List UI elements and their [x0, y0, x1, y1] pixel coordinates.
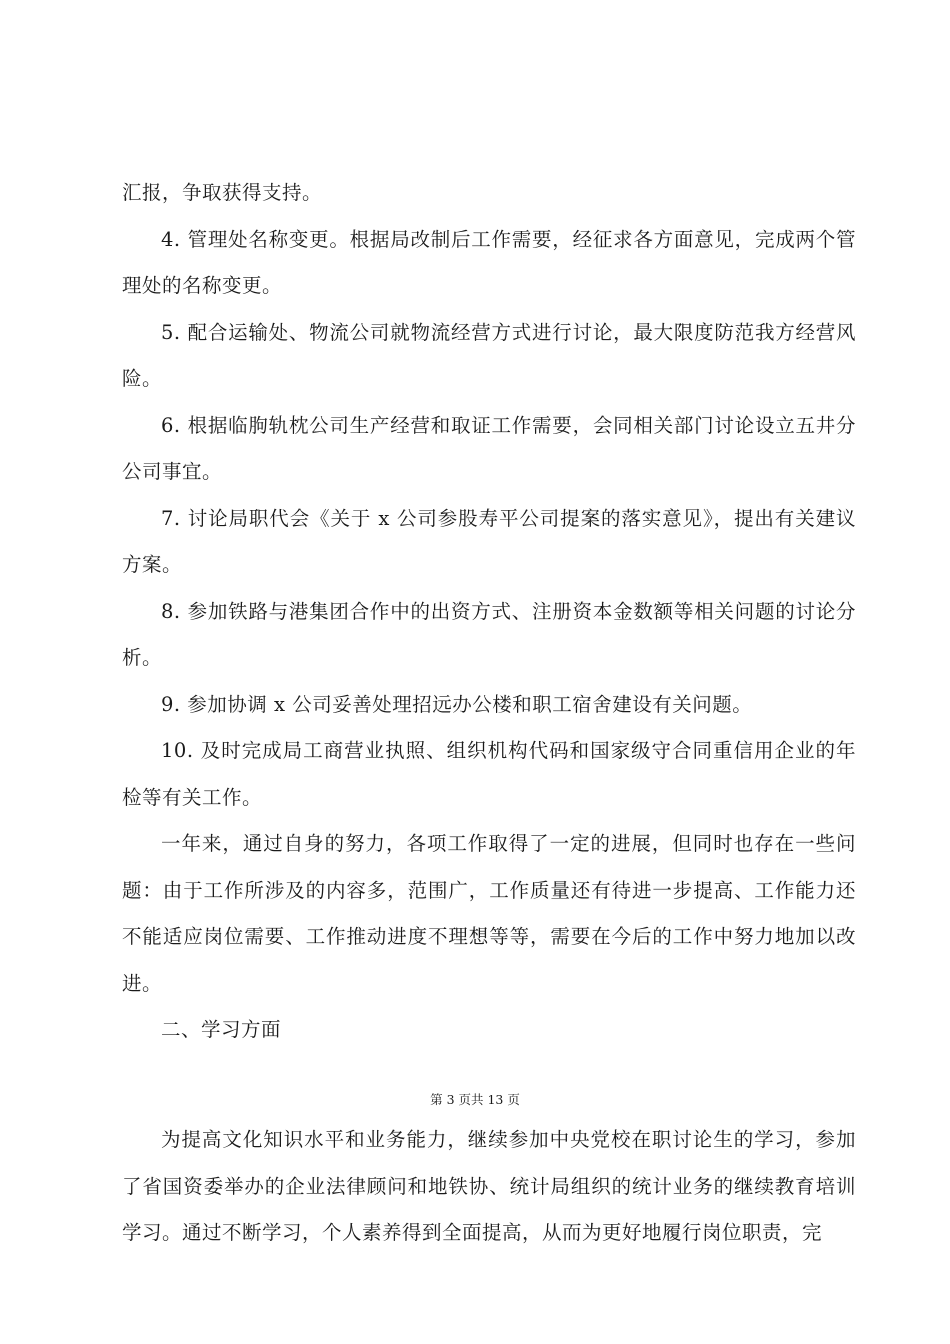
paragraph-item-6: 6. 根据临朐轨枕公司生产经营和取证工作需要，会同相关部门讨论设立五井分公司事宜。	[122, 413, 856, 483]
paragraph-item-8: 8. 参加铁路与港集团合作中的出资方式、注册资本金数额等相关问题的讨论分析。	[122, 599, 856, 669]
body-text-lower	[122, 1117, 856, 1257]
paragraph-study-content: 为提高文化知识水平和业务能力，继续参加中央党校在职讨论生的学习，参加了省国资委举办的企业法律顾问和地铁协、统计局组织的统计业务的继续教育培训学习。通过不断学习，个人素养得到全面提高，从而为更好地履行岗位职责，完	[122, 1128, 856, 1244]
page-number-footer: 第 3 页共 13 页	[430, 1092, 520, 1107]
paragraph-item-5: 5. 配合运输处、物流公司就物流经营方式进行讨论，最大限度防范我方经营风险。	[122, 320, 856, 390]
body-text-upper	[122, 170, 856, 1054]
paragraph-item-7: 7. 讨论局职代会《关于 x 公司参股寿平公司提案的落实意见》，提出有关建议方案。	[122, 506, 856, 576]
paragraph-summary: 一年来，通过自身的努力，各项工作取得了一定的进展，但同时也存在一些问题：由于工作所涉及的内容多，范围广，工作质量还有待进一步提高、工作能力还不能适应岗位需要、工作推动进度不理想等等，需要在今后的工作中努力地加以改进。	[122, 832, 856, 995]
paragraph-item-10: 10. 及时完成局工商营业执照、组织机构代码和国家级守合同重信用企业的年检等有关工作。	[122, 739, 856, 809]
section-heading-study: 二、学习方面	[161, 1018, 282, 1041]
paragraph-item-4: 4. 管理处名称变更。根据局改制后工作需要，经征求各方面意见，完成两个管理处的名称变更。	[122, 227, 856, 297]
paragraph-item-9: 9. 参加协调 x 公司妥善处理招远办公楼和职工宿舍建设有关问题。	[161, 692, 753, 716]
paragraph-continuation: 汇报，争取获得支持。	[122, 181, 323, 204]
